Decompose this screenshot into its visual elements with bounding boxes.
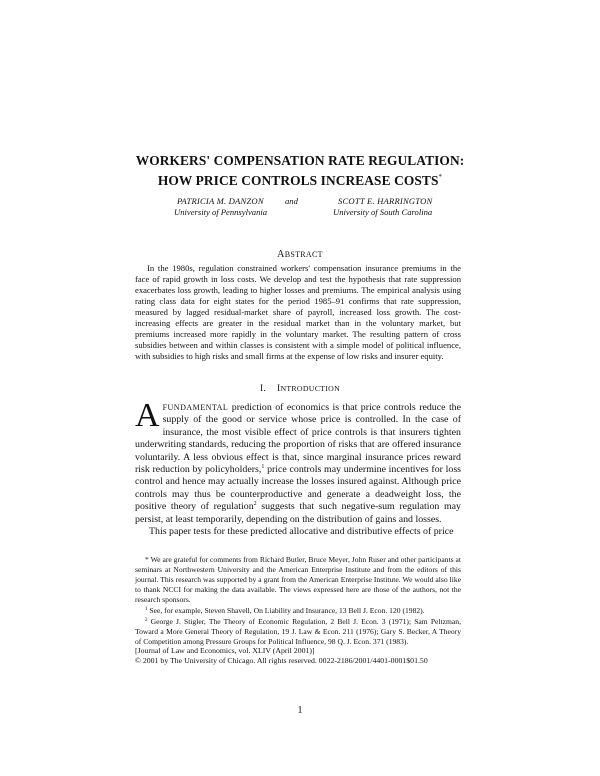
author-1-affiliation: University of Pennsylvania — [174, 207, 268, 217]
section-heading-initial: I — [276, 383, 281, 394]
footnote-ref-2: 2 — [253, 501, 257, 508]
footnote-star-marker: * — [145, 555, 149, 564]
abstract-body — [135, 263, 461, 362]
drop-cap: A — [135, 397, 160, 434]
author-2-affiliation: University of South Carolina — [333, 207, 433, 217]
footnote-star-text: We are grateful for comments from Richard Butler, Bruce Meyer, John Ruser and other participants at seminars at Northwestern University and the American Enterprise Institute and from the editors of this journal. This research was supported by a grant from the American Enterprise Institute. We would also like to thank NCCI for making the data available. The views expressed here are those of the authors, not the research sponsors. — [135, 555, 462, 604]
body-paragraph-2: This paper tests for these predicted allocative and distributive effects of price — [149, 526, 454, 538]
paper-title-line-1: WORKERS' COMPENSATION RATE REGULATION: — [135, 153, 465, 168]
abstract-paragraph: In the 1980s, regulation constrained workers' compensation insurance premiums in the face of rapid growth in loss costs. We develop and test the hypothesis that rate suppression exacerbates loss growth, leading to higher losses and premiums. The empirical analysis using rating class data for eight states for the period 1985–91 confirms that rate suppression, measured by lagged residual-market share of payroll, increased loss growth. The cost-increasing effects are greater in the residual market than in the voluntary market, but premiums increased more rapidly in the voluntary market. The resulting pattern of cross subsidies between and within classes is consistent with a simple model of political influence, with subsidies to high risks and small firms at the expense of low risks and insurer equity. — [135, 263, 461, 361]
footnote-2 — [135, 617, 461, 647]
abstract-heading — [100, 249, 500, 260]
body-paragraph-1-part-3: suggests that such negative-sum regulation may persist, at least temporarily, depending on the distribution of gains and losses. — [135, 501, 461, 525]
abstract-heading-rest: BSTRACT — [284, 250, 323, 259]
footnote-1-marker: 1 — [145, 607, 148, 612]
body-paragraph-1 — [135, 397, 462, 526]
author-2-name: SCOTT E. HARRINGTON — [338, 196, 433, 206]
author-connector: and — [285, 196, 298, 206]
body-text — [135, 397, 462, 538]
section-heading — [100, 383, 500, 394]
journal-info — [135, 646, 461, 666]
paper-title-line-2 — [100, 169, 500, 189]
footnotes — [135, 555, 461, 648]
journal-citation: [Journal of Law and Economics, vol. XLIV (April 2001)] — [135, 646, 315, 655]
footnote-2-text: George J. Stigler, The Theory of Economic Regulation, 2 Bell J. Econ. 3 (1971); Sam Peltzman, Toward a More General Theory of Regulation, 19 J. Law & Econ. 211 (1976); Gary S. Becker, A Theory of Competition among Pressure Groups for Political Influence, 98 Q. J. Econ. 371 (1983). — [135, 617, 461, 646]
footnote-1 — [135, 606, 461, 616]
author-1-name: PATRICIA M. DANZON — [177, 196, 264, 206]
footnote-ref-1: 1 — [261, 464, 265, 471]
footnote-2-marker: 2 — [145, 618, 148, 623]
section-number: I. — [259, 383, 267, 394]
title-footnote-marker: * — [438, 173, 443, 181]
body-paragraph-1-part-1: prediction of economics is that price controls reduce the supply of the good or service whose price is controlled. In the case of insurance, the most visible effect of price controls is that insurers tighten underwriting standards, reducing the proportion of risks that are offered insurance voluntarily. A less obvious effect is that, since marginal insurance prices reward risk reduction by policyholders, — [135, 402, 462, 476]
body-paragraph-1-part-2: price controls may undermine incentives for loss control and hence may actually increase the losses insured against. Although price controls may thus be counterproductive and generate a deadweight loss, the positive theory of regulation — [135, 464, 462, 513]
footnote-1-text: See, for example, Steven Shavell, On Liability and Insurance, 13 Bell J. Econ. 120 (1982). — [149, 606, 425, 615]
lead-word: FUNDAMENTAL — [162, 403, 229, 412]
footnote-star — [135, 555, 461, 605]
abstract-heading-initial: A — [277, 249, 285, 260]
section-heading-rest: NTRODUCTION — [280, 384, 341, 393]
journal-copyright: © 2001 by The University of Chicago. All rights reserved. 0022-2186/2001/4401-0001$01.50 — [135, 656, 428, 665]
paper-title-line-2-text: HOW PRICE CONTROLS INCREASE COSTS — [157, 173, 439, 188]
page-number: 1 — [297, 705, 303, 716]
